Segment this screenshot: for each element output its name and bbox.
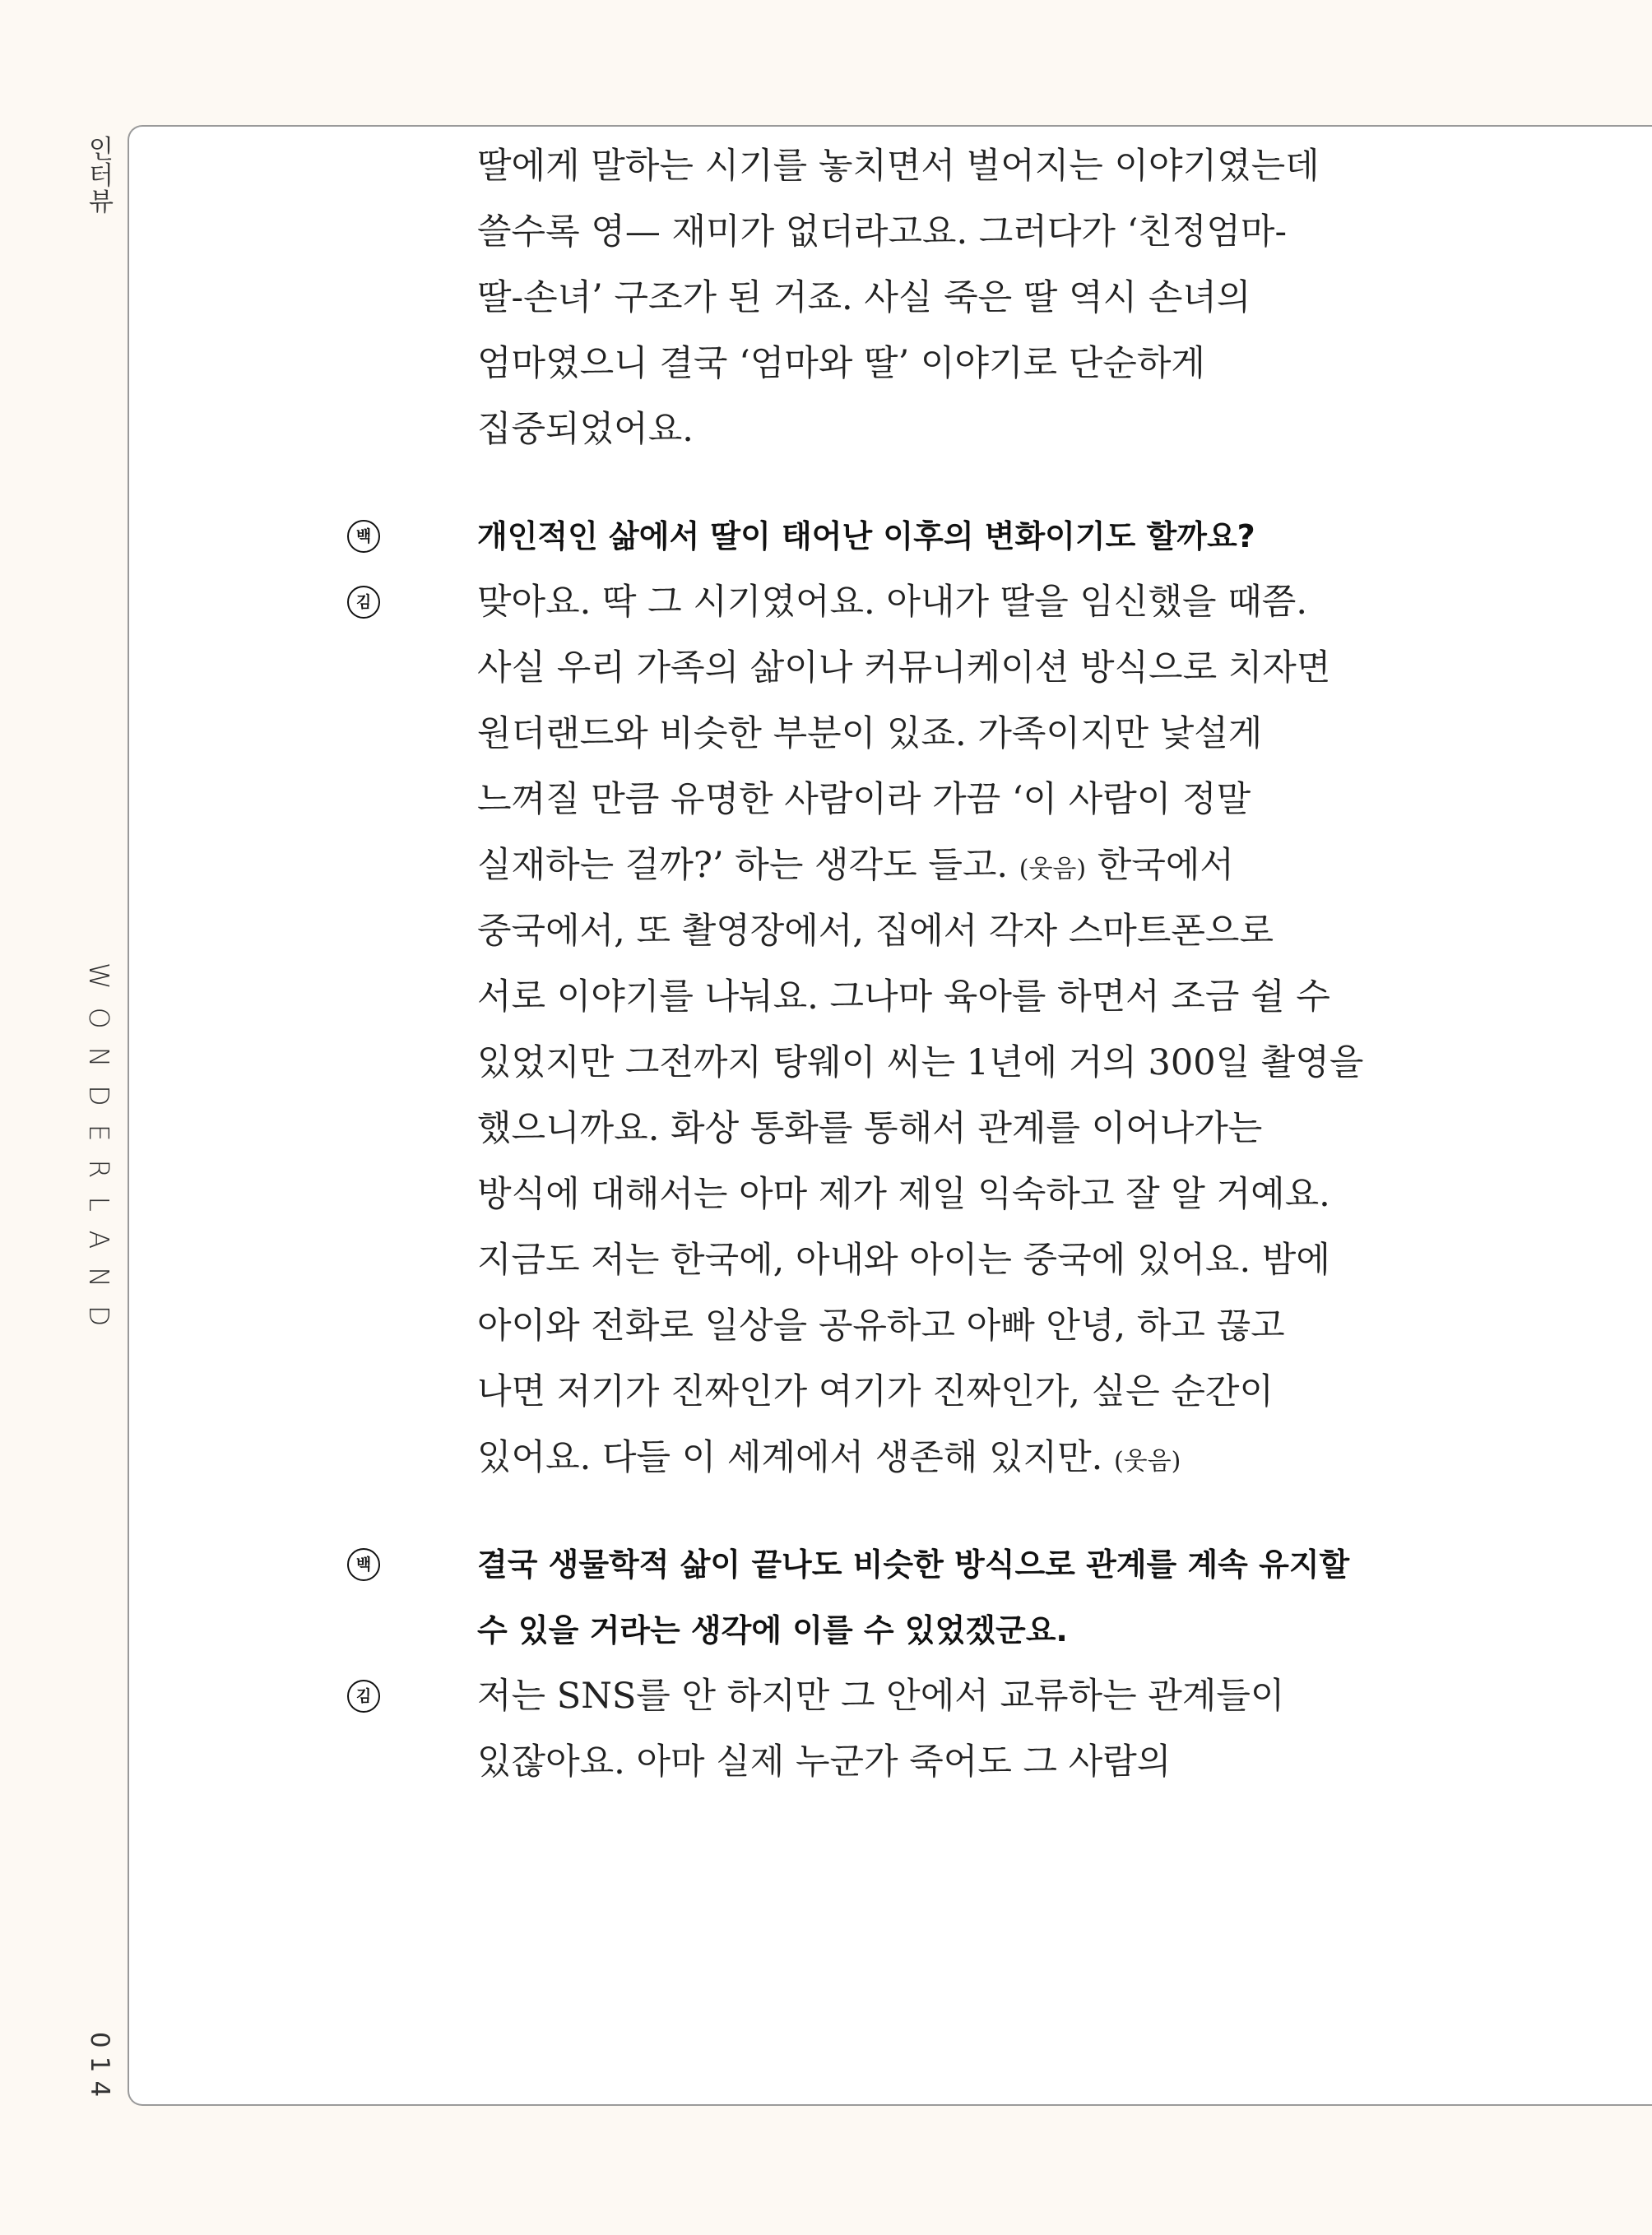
answer-block-2 — [355, 569, 1432, 1491]
laughter-aside: (웃음) — [1019, 855, 1087, 883]
answer-line: 쓸수록 영— 재미가 없더라고요. 그러다가 ‘친정엄마- — [477, 211, 1287, 253]
magazine-brand: WONDERLAND — [83, 962, 115, 1345]
speaker-badge-baek: 백 — [347, 520, 380, 553]
answer-block-1 — [477, 133, 1432, 462]
answer-line: 아이와 전화로 일상을 공유하고 아빠 안녕, 하고 끊고 — [477, 1305, 1285, 1347]
answer-line: 딸에게 말하는 시기를 놓치면서 벌어지는 이야기였는데 — [477, 146, 1320, 187]
speaker-badge-baek: 백 — [347, 1548, 380, 1581]
speaker-badge-kim: 김 — [347, 1680, 380, 1713]
answer-line: 사실 우리 가족의 삶이나 커뮤니케이션 방식으로 치자면 — [477, 647, 1331, 689]
answer-line: 했으니까요. 화상 통화를 통해서 관계를 이어나가는 — [477, 1108, 1263, 1149]
question-line: 수 있을 거라는 생각에 이를 수 있었겠군요. — [477, 1612, 1068, 1648]
question-line: 결국 생물학적 삶이 끝나도 비슷한 방식으로 관계를 계속 유지할 — [477, 1546, 1350, 1583]
answer-line: 집중되었어요. — [477, 409, 694, 450]
answer-line: 맞아요. 딱 그 시기였어요. 아내가 딸을 임신했을 때쯤. — [477, 582, 1307, 623]
answer-line: 나면 저기가 진짜인가 여기가 진짜인가, 싶은 순간이 — [477, 1371, 1274, 1412]
answer-line: 딸-손녀’ 구조가 된 거죠. 사실 죽은 딸 역시 손녀의 — [477, 277, 1251, 318]
speaker-badge-kim: 김 — [347, 586, 380, 619]
answer-line: 지금도 저는 한국에, 아내와 아이는 중국에 있어요. 밤에 — [477, 1240, 1330, 1281]
answer-line: 저는 SNS를 안 하지만 그 안에서 교류하는 관계들이 — [477, 1676, 1285, 1717]
answer-line: 있었지만 그전까지 탕웨이 씨는 1년에 거의 300일 촬영을 — [477, 1042, 1364, 1083]
question-line: 개인적인 삶에서 딸이 태어난 이후의 변화이기도 할까요? — [477, 518, 1255, 554]
answer-line: 원더랜드와 비슷한 부분이 있죠. 가족이지만 낯설게 — [477, 713, 1263, 754]
answer-line: 서로 이야기를 나눠요. 그나마 육아를 하면서 조금 쉴 수 — [477, 976, 1330, 1018]
answer-line: 엄마였으니 결국 ‘엄마와 딸’ 이야기로 단순하게 — [477, 343, 1205, 384]
answer-line: 중국에서, 또 촬영장에서, 집에서 각자 스마트폰으로 — [477, 911, 1274, 952]
laughter-aside: (웃음) — [1113, 1447, 1181, 1476]
answer-line: 실재하는 걸까?’ 하는 생각도 들고. (웃음) 한국에서 — [477, 845, 1234, 886]
answer-line: 있잖아요. 아마 실제 누군가 죽어도 그 사람의 — [477, 1741, 1172, 1783]
answer-line: 있어요. 다들 이 세계에서 생존해 있지만. (웃음) — [477, 1437, 1181, 1478]
section-label: 인터뷰 — [89, 135, 114, 217]
answer-block-3 — [355, 1663, 1432, 1795]
answer-line: 느껴질 만큼 유명한 사람이라 가끔 ‘이 사람이 정말 — [477, 779, 1251, 820]
question-block-1 — [355, 503, 1432, 569]
question-block-2 — [355, 1532, 1432, 1663]
answer-line: 방식에 대해서는 아마 제가 제일 익숙하고 잘 알 거예요. — [477, 1174, 1330, 1215]
interview-body — [355, 133, 1432, 1795]
page-number: 014 — [85, 2032, 114, 2106]
page-spine — [0, 0, 123, 2235]
